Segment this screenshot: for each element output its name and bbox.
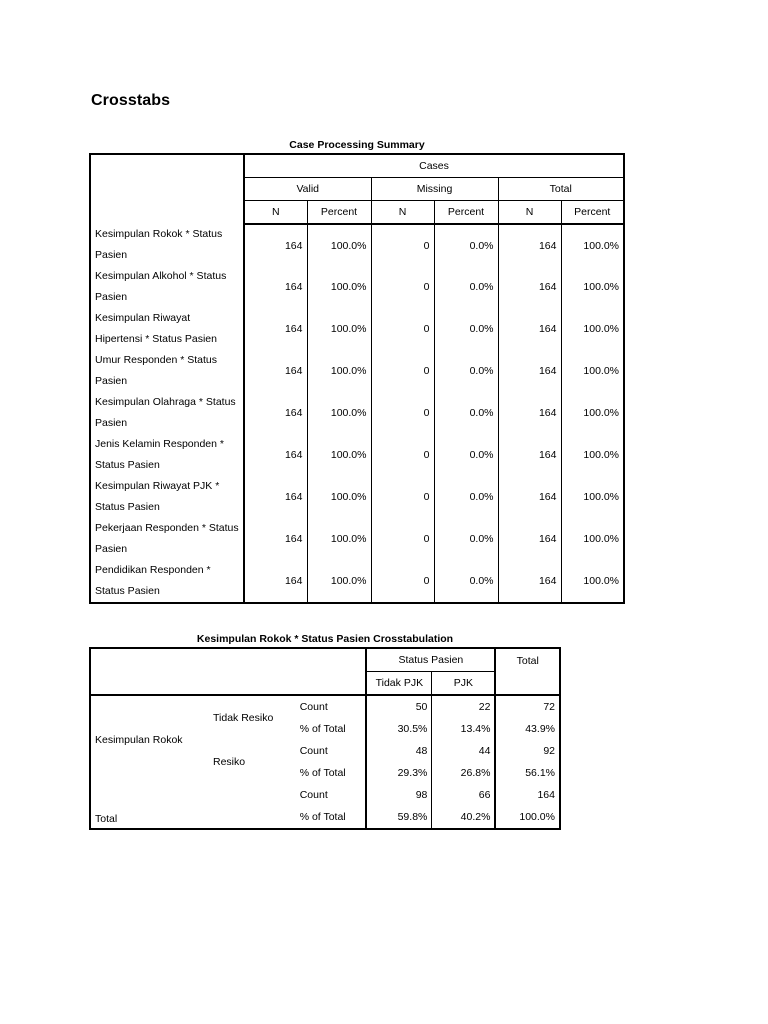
cell-value: 29.3%: [397, 767, 428, 779]
col-header-tidak-pjk: Tidak PJK: [375, 677, 424, 689]
row-label: Pekerjaan Responden * Status Pasien: [90, 518, 244, 560]
cell-value: 72: [495, 695, 560, 718]
cell-value: 59.8%: [397, 811, 428, 823]
cell-value: 100.0%: [495, 806, 560, 829]
corner-cell: [90, 154, 244, 224]
cell-value: 0: [371, 560, 434, 603]
stat-label: % of Total: [296, 806, 367, 829]
cell-value: 0: [371, 266, 434, 308]
summary-row: [90, 434, 624, 476]
cell-value: 92: [495, 740, 560, 762]
cell-value: 56.1%: [495, 762, 560, 784]
page-heading: Crosstabs: [91, 92, 171, 109]
cell-value: 43.9%: [495, 718, 560, 740]
cell-value: 0: [371, 434, 434, 476]
cell-value: 164: [498, 350, 561, 392]
col-header: Percent: [434, 201, 498, 225]
cell-value: 100.0%: [561, 434, 624, 476]
stat-label: % of Total: [296, 718, 367, 740]
stat-label: Count: [296, 784, 367, 806]
cell-value: 0.0%: [434, 392, 498, 434]
cell-value: 100.0%: [561, 224, 624, 266]
col-header: N: [498, 201, 561, 225]
row-label: Kesimpulan Rokok * Status Pasien: [90, 224, 244, 266]
cell-value: 100.0%: [307, 308, 371, 350]
row-label: Kesimpulan Olahraga * Status Pasien: [90, 392, 244, 434]
cell-value: 26.8%: [432, 762, 496, 784]
cell-value: 100.0%: [307, 434, 371, 476]
cell-value: 164: [284, 491, 303, 503]
cell-value: 98: [415, 789, 428, 801]
cell-value: 100.0%: [561, 392, 624, 434]
cell-value: 66: [432, 784, 496, 806]
row-label: Kesimpulan Alkohol * Status Pasien: [90, 266, 244, 308]
category-label: Resiko: [213, 756, 246, 768]
cell-value: 0: [371, 350, 434, 392]
cell-value: 164: [498, 518, 561, 560]
cell-value: 164: [498, 224, 561, 266]
row-label: Kesimpulan Riwayat Hipertensi * Status Pasien: [90, 308, 244, 350]
row-label: Jenis Kelamin Responden * Status Pasien: [90, 434, 244, 476]
cell-value: 44: [432, 740, 496, 762]
cell-value: 164: [284, 449, 303, 461]
cell-value: 100.0%: [307, 476, 371, 518]
cell-value: 100.0%: [561, 308, 624, 350]
cell-value: 0.0%: [434, 308, 498, 350]
missing-header: Missing: [371, 178, 498, 201]
col-header: N: [371, 201, 434, 225]
category-label: Tidak Resiko: [209, 695, 296, 740]
cell-value: 100.0%: [307, 266, 371, 308]
cell-value: 0.0%: [434, 560, 498, 603]
row-label: Kesimpulan Riwayat PJK * Status Pasien: [90, 476, 244, 518]
col-header: Percent: [561, 201, 624, 225]
cell-value: 30.5%: [397, 723, 428, 735]
total-col-header: Total: [495, 648, 560, 695]
cell-value: 0.0%: [434, 518, 498, 560]
cell-value: 164: [284, 323, 303, 335]
cell-value: 0.0%: [434, 476, 498, 518]
case-processing-summary-table: [89, 153, 625, 604]
cell-value: 164: [498, 266, 561, 308]
cell-value: 0: [371, 476, 434, 518]
cell-value: 0: [371, 224, 434, 266]
corner-cell: [90, 648, 366, 695]
cell-value: 164: [284, 239, 303, 252]
valid-header: Valid: [244, 178, 371, 201]
cell-value: 0.0%: [434, 266, 498, 308]
cell-value: 164: [284, 575, 303, 587]
cell-value: 40.2%: [432, 806, 496, 829]
cell-value: 100.0%: [307, 560, 371, 603]
row-variable-label: Kesimpulan Rokok: [90, 695, 209, 784]
cell-value: 100.0%: [561, 476, 624, 518]
stat-label: Count: [296, 740, 367, 762]
cases-header: Cases: [244, 154, 624, 178]
summary-row: [90, 266, 624, 308]
cell-value: 164: [498, 392, 561, 434]
cell-value: 100.0%: [307, 392, 371, 434]
cell-value: 164: [498, 308, 561, 350]
cell-value: 100.0%: [561, 350, 624, 392]
cell-value: 100.0%: [561, 518, 624, 560]
stat-label: Count: [296, 695, 367, 718]
cell-value: 50: [366, 695, 432, 718]
cell-value: 0.0%: [434, 434, 498, 476]
cell-value: 48: [415, 745, 428, 757]
col-header: N: [244, 201, 307, 225]
summary-caption: Case Processing Summary: [289, 139, 425, 151]
cell-value: 0.0%: [434, 350, 498, 392]
summary-row: [90, 560, 624, 603]
cell-value: 100.0%: [561, 560, 624, 603]
cell-value: 164: [498, 560, 561, 603]
cell-value: 164: [498, 476, 561, 518]
summary-row: [90, 224, 624, 266]
crosstab-table: [89, 647, 561, 830]
cell-value: 100.0%: [561, 266, 624, 308]
row-label: Umur Responden * Status Pasien: [90, 350, 244, 392]
status-pasien-header: Status Pasien: [366, 648, 495, 672]
summary-row: [90, 518, 624, 560]
summary-row: [90, 308, 624, 350]
col-header: Percent: [307, 201, 371, 225]
summary-row: [90, 476, 624, 518]
cell-value: 100.0%: [307, 350, 371, 392]
crosstab-caption: Kesimpulan Rokok * Status Pasien Crosstabulation: [196, 633, 454, 645]
summary-row: [90, 350, 624, 392]
cell-value: 164: [284, 365, 303, 377]
total-row-label: Total: [95, 813, 118, 825]
cell-value: 164: [284, 407, 303, 419]
cell-value: 164: [284, 281, 303, 293]
cell-value: 0.0%: [434, 224, 498, 266]
cell-value: 164: [495, 784, 560, 806]
cell-value: 13.4%: [432, 718, 496, 740]
cell-value: 0: [371, 518, 434, 560]
cell-value: 164: [498, 434, 561, 476]
row-label: Pendidikan Responden * Status Pasien: [90, 560, 244, 603]
cell-value: 22: [432, 695, 496, 718]
total-header: Total: [498, 178, 624, 201]
cell-value: 0: [371, 392, 434, 434]
cell-value: 100.0%: [307, 224, 371, 266]
cell-value: 164: [284, 533, 303, 545]
cell-value: 0: [371, 308, 434, 350]
summary-row: [90, 392, 624, 434]
cell-value: 100.0%: [307, 518, 371, 560]
stat-label: % of Total: [296, 762, 367, 784]
col-header-pjk: PJK: [432, 672, 496, 696]
